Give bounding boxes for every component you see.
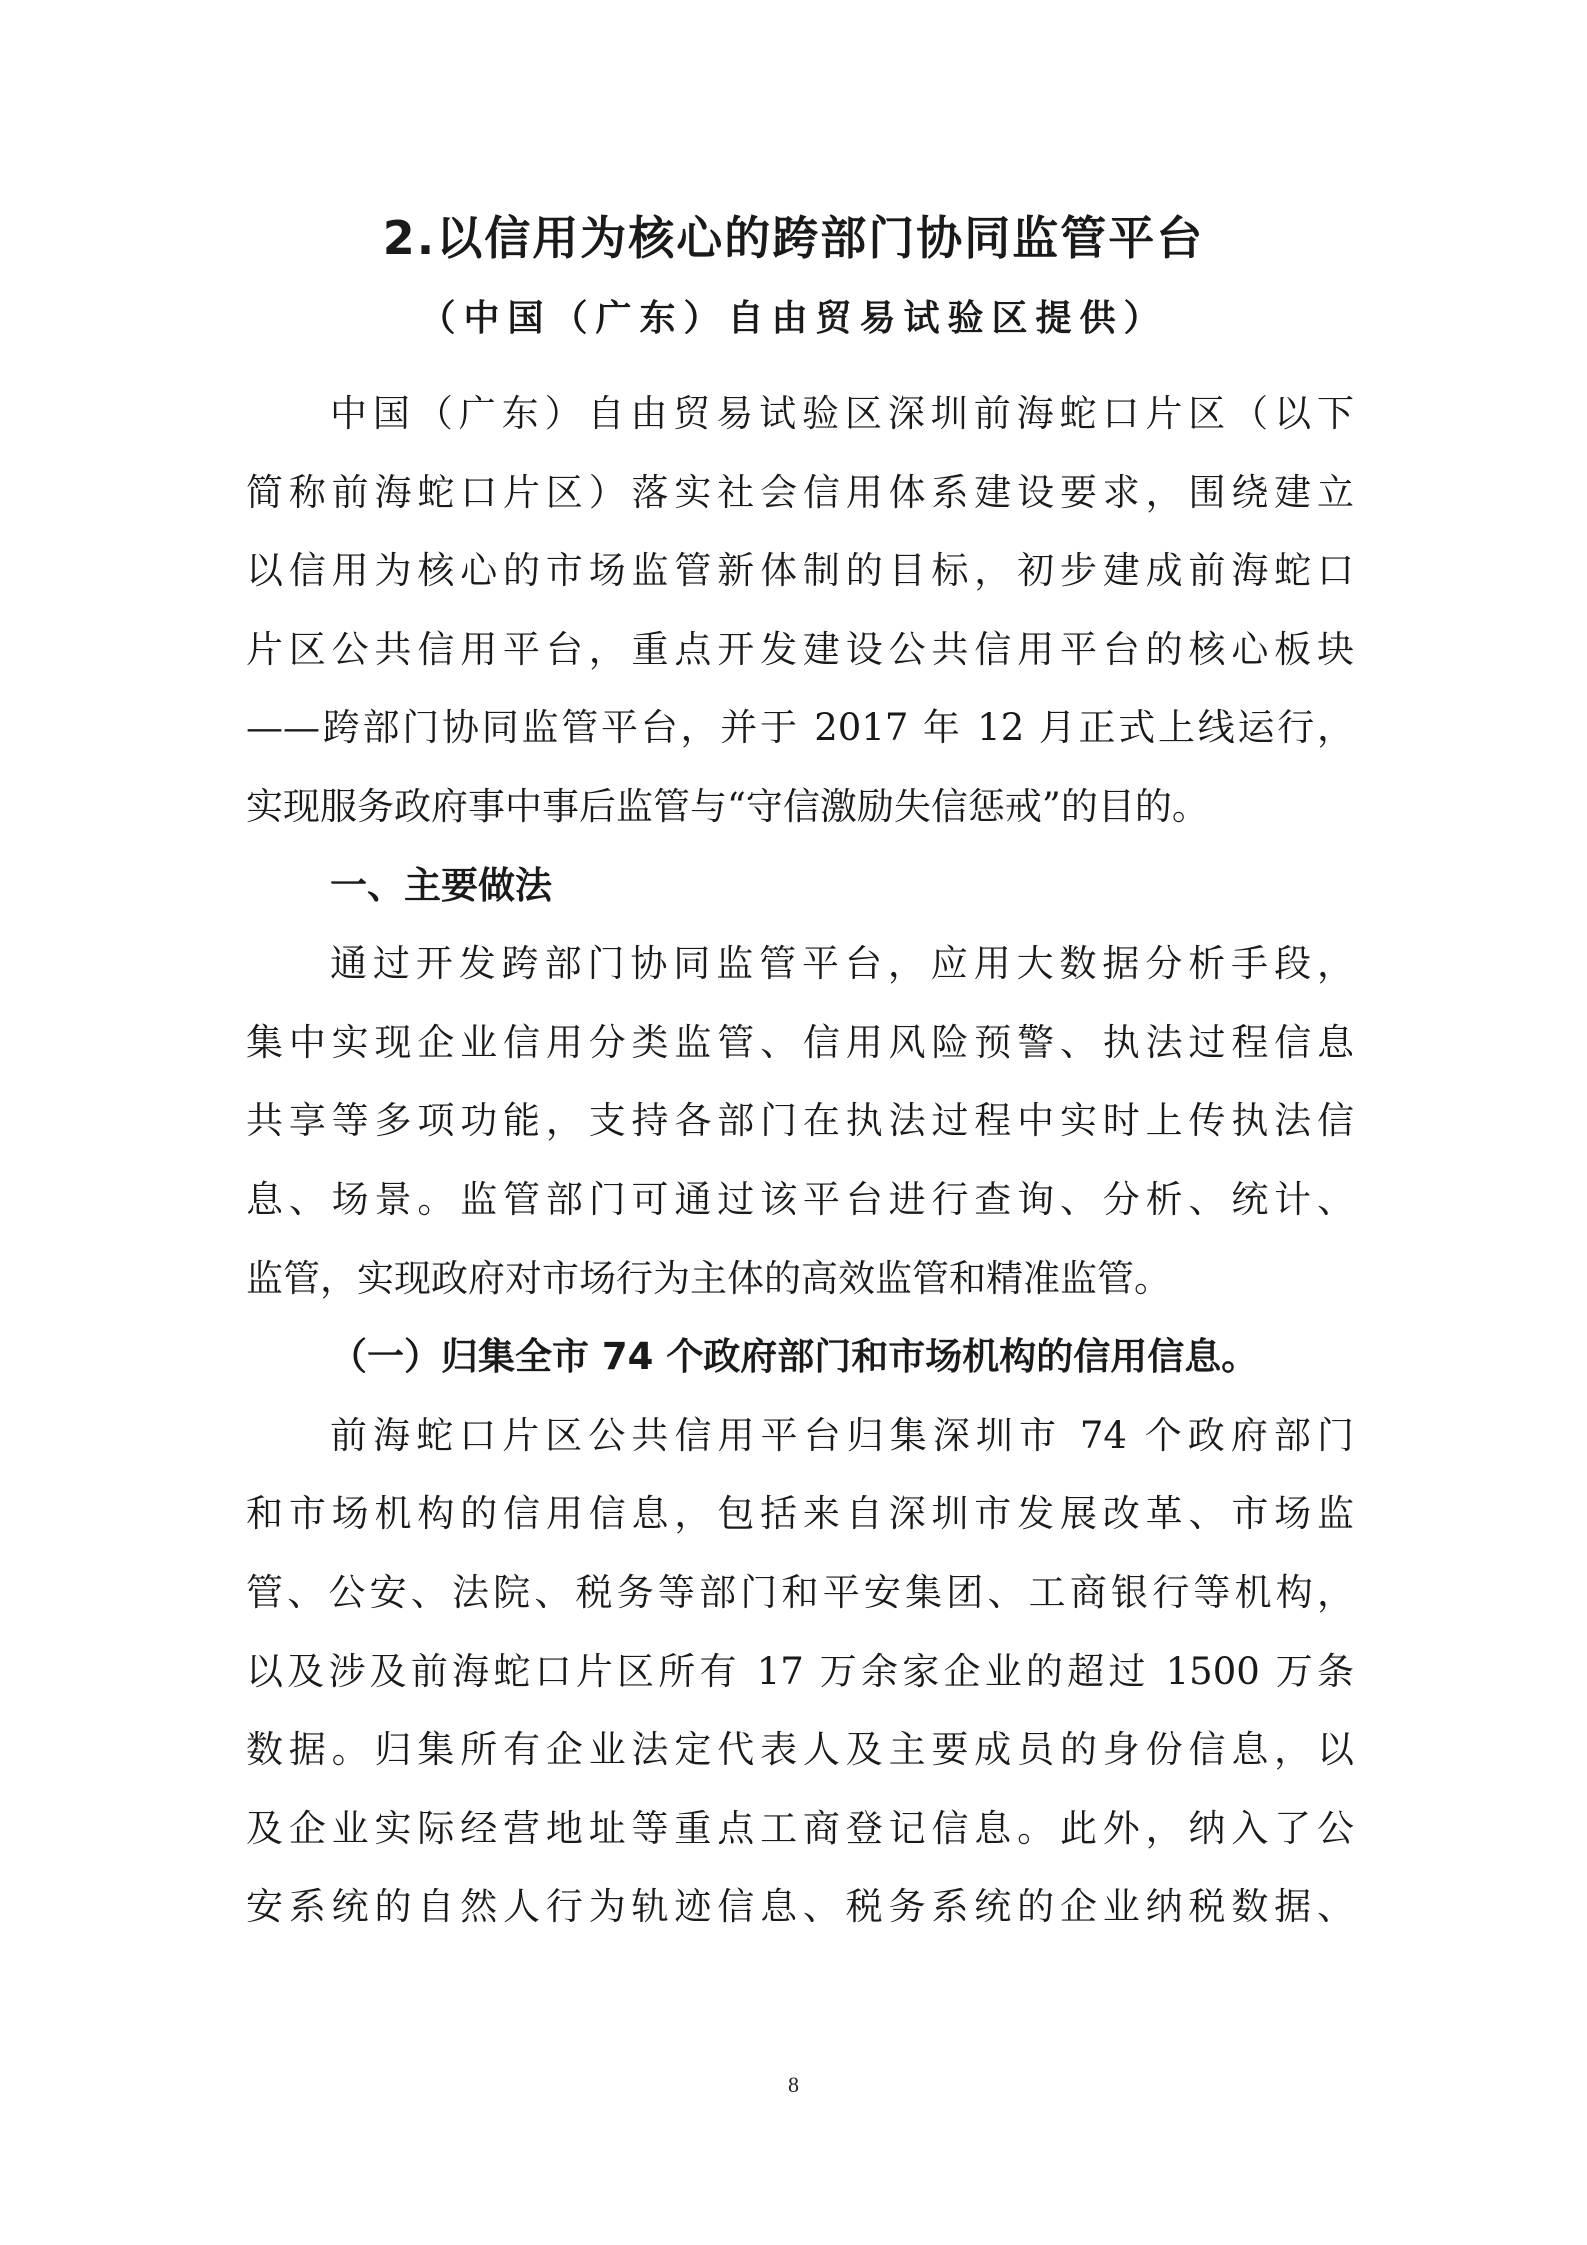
paragraph-line: 监管，实现政府对市场行为主体的高效监管和精准监管。 [246,1256,1171,1300]
paragraph-line: 中国（广东）自由贸易试验区深圳前海蛇口片区（以下 [330,392,1354,435]
paragraph-line: 集中实现企业信用分类监管、信用风险预警、执法过程信息 [246,1020,1354,1064]
paragraph-line: 管、公安、法院、税务等部门和平安集团、工商银行等机构， [246,1570,1354,1614]
paragraph-line: 和市场机构的信用信息，包括来自深圳市发展改革、市场监 [246,1492,1354,1536]
document-body [246,375,1354,1947]
paragraph-line: 及企业实际经营地址等重点工商登记信息。此外，纳入了公 [246,1806,1354,1850]
paragraph-line: 共享等多项功能，支持各部门在执法过程中实时上传执法信 [246,1099,1354,1143]
paragraph-line: ——跨部门协同监管平台，并于 2017 年 12 月正式上线运行， [246,706,1354,750]
section-heading: 一、主要做法 [330,863,552,907]
paragraph-line: 息、场景。监管部门可通过该平台进行查询、分析、统计、 [246,1177,1354,1221]
paragraph-line: 前海蛇口片区公共信用平台归集深圳市 74 个政府部门 [330,1413,1354,1457]
document-subtitle: （中国（广东）自由贸易试验区提供） [419,298,1168,339]
paragraph-line: 安系统的自然人行为轨迹信息、税务系统的企业纳税数据、 [246,1885,1354,1929]
paragraph-line: 片区公共信用平台，重点开发建设公共信用平台的核心板块 [246,627,1354,671]
paragraph-line: 以信用为核心的市场监管新体制的目标，初步建成前海蛇口 [246,549,1354,593]
paragraph-line: 简称前海蛇口片区）落实社会信用体系建设要求，围绕建立 [246,470,1354,514]
subsection-heading: （一）归集全市 74 个政府部门和市场机构的信用信息。 [330,1335,1259,1379]
paragraph-line: 通过开发跨部门协同监管平台，应用大数据分析手段， [330,942,1354,986]
page-number: 8 [788,2072,799,2097]
paragraph-line: 以及涉及前海蛇口片区所有 17 万余家企业的超过 1500 万条 [246,1649,1354,1693]
paragraph-line: 实现服务政府事中事后监管与“守信激励失信惩戒”的目的。 [246,784,1209,828]
document-title: 2.以信用为核心的跨部门协同监管平台 [382,211,1205,265]
paragraph-line: 数据。归集所有企业法定代表人及主要成员的身份信息，以 [246,1728,1354,1772]
